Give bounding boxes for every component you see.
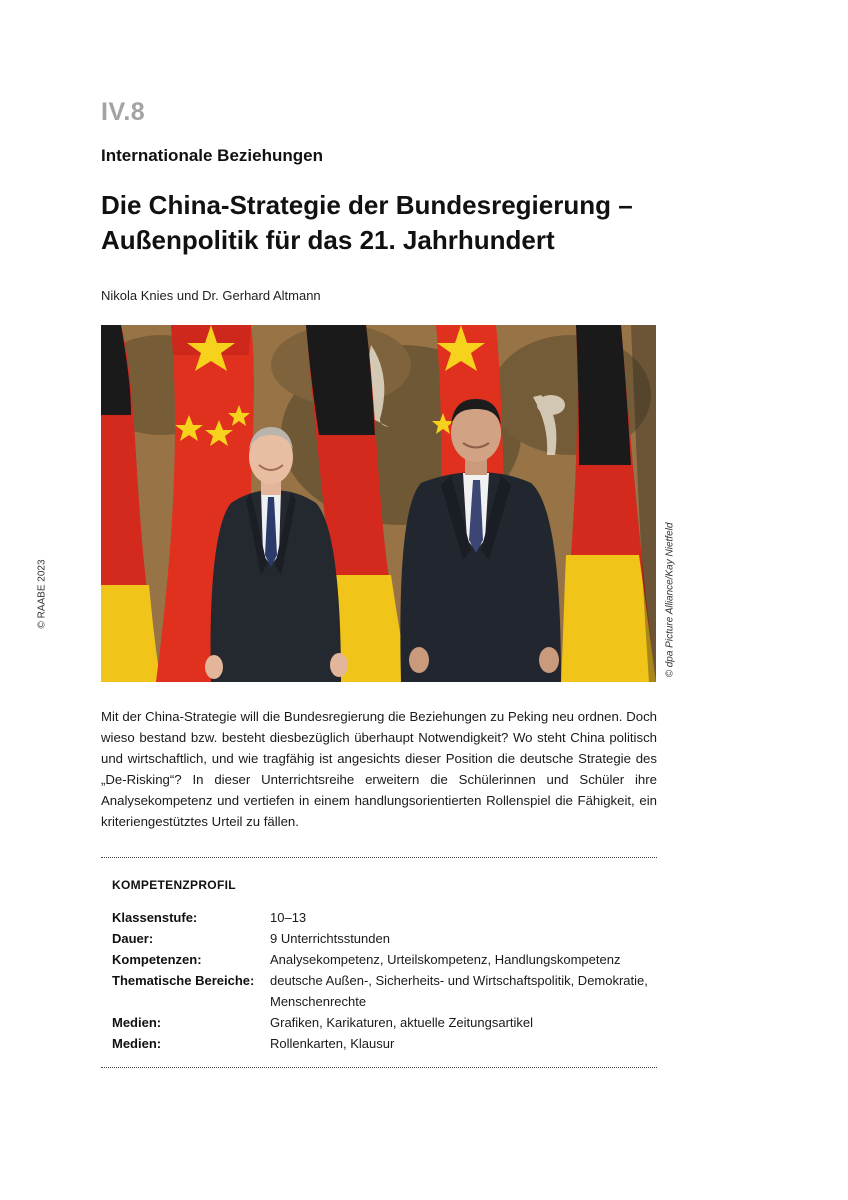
profile-label: Thematische Bereiche: [112, 973, 255, 988]
profile-label: Kompetenzen: [112, 952, 202, 967]
profile-value: 10–13 [270, 910, 307, 925]
profile-row-media [112, 1012, 652, 1033]
competence-profile [112, 907, 652, 1054]
profile-value: Grafiken, Karikaturen, aktuelle Zeitungsartikel [270, 1015, 534, 1030]
profile-heading: KOMPETENZPROFIL [112, 878, 236, 892]
profile-label: Medien: [112, 1036, 162, 1051]
side-copyright: © RAABE 2023 [36, 559, 48, 629]
photo-credit: © dpa Picture Alliance/Kay Nietfeld [664, 522, 676, 678]
authors: Nikola Knies und Dr. Gerhard Altmann [101, 288, 321, 303]
profile-row-duration [112, 928, 652, 949]
profile-row-topics [112, 970, 652, 1012]
profile-value: 9 Unterrichtsstunden [270, 931, 390, 946]
profile-value: deutsche Außen-, Sicherheits- und Wirtschaftspolitik, Demokratie, Menschenrechte [270, 973, 648, 1009]
divider-bottom [101, 1067, 657, 1068]
kicker: Internationale Beziehungen [101, 146, 323, 165]
profile-label: Medien: [112, 1015, 162, 1030]
cover-photo [101, 325, 656, 682]
page-title: Die China-Strategie der Bundesregierung – Außenpolitik für das 21. Jahrhundert [101, 190, 633, 255]
profile-row-media-2 [112, 1033, 652, 1054]
profile-label: Dauer: [112, 931, 154, 946]
profile-row-grade [112, 907, 652, 928]
photo-illustration [101, 325, 656, 682]
divider-top [101, 857, 657, 858]
profile-value: Analysekompetenz, Urteilskompetenz, Handlungskompetenz [270, 952, 621, 967]
profile-value: Rollenkarten, Klausur [270, 1036, 395, 1051]
profile-row-competencies [112, 949, 652, 970]
profile-label: Klassenstufe: [112, 910, 198, 925]
intro-paragraph: Mit der China-Strategie will die Bundesregierung die Beziehungen zu Peking neu ordnen. Doch wieso bestand bzw. besteht diesbezüglich überhaupt Notwendigkeit? Wo steht China politisch und wirtschaftlich, und wie tragfähig ist angesichts dieser Position die deutsche Strategie des „De-Risking“? In dieser Unterrichtsreihe erweitern die Schülerinnen und Schüler ihre Analysekompetenz und vertiefen in einem handlungsorientierten Rollenspiel die Fähigkeit, ein kriteriengestütztes Urteil zu fällen. [101, 709, 657, 829]
section-number: IV.8 [101, 98, 146, 126]
